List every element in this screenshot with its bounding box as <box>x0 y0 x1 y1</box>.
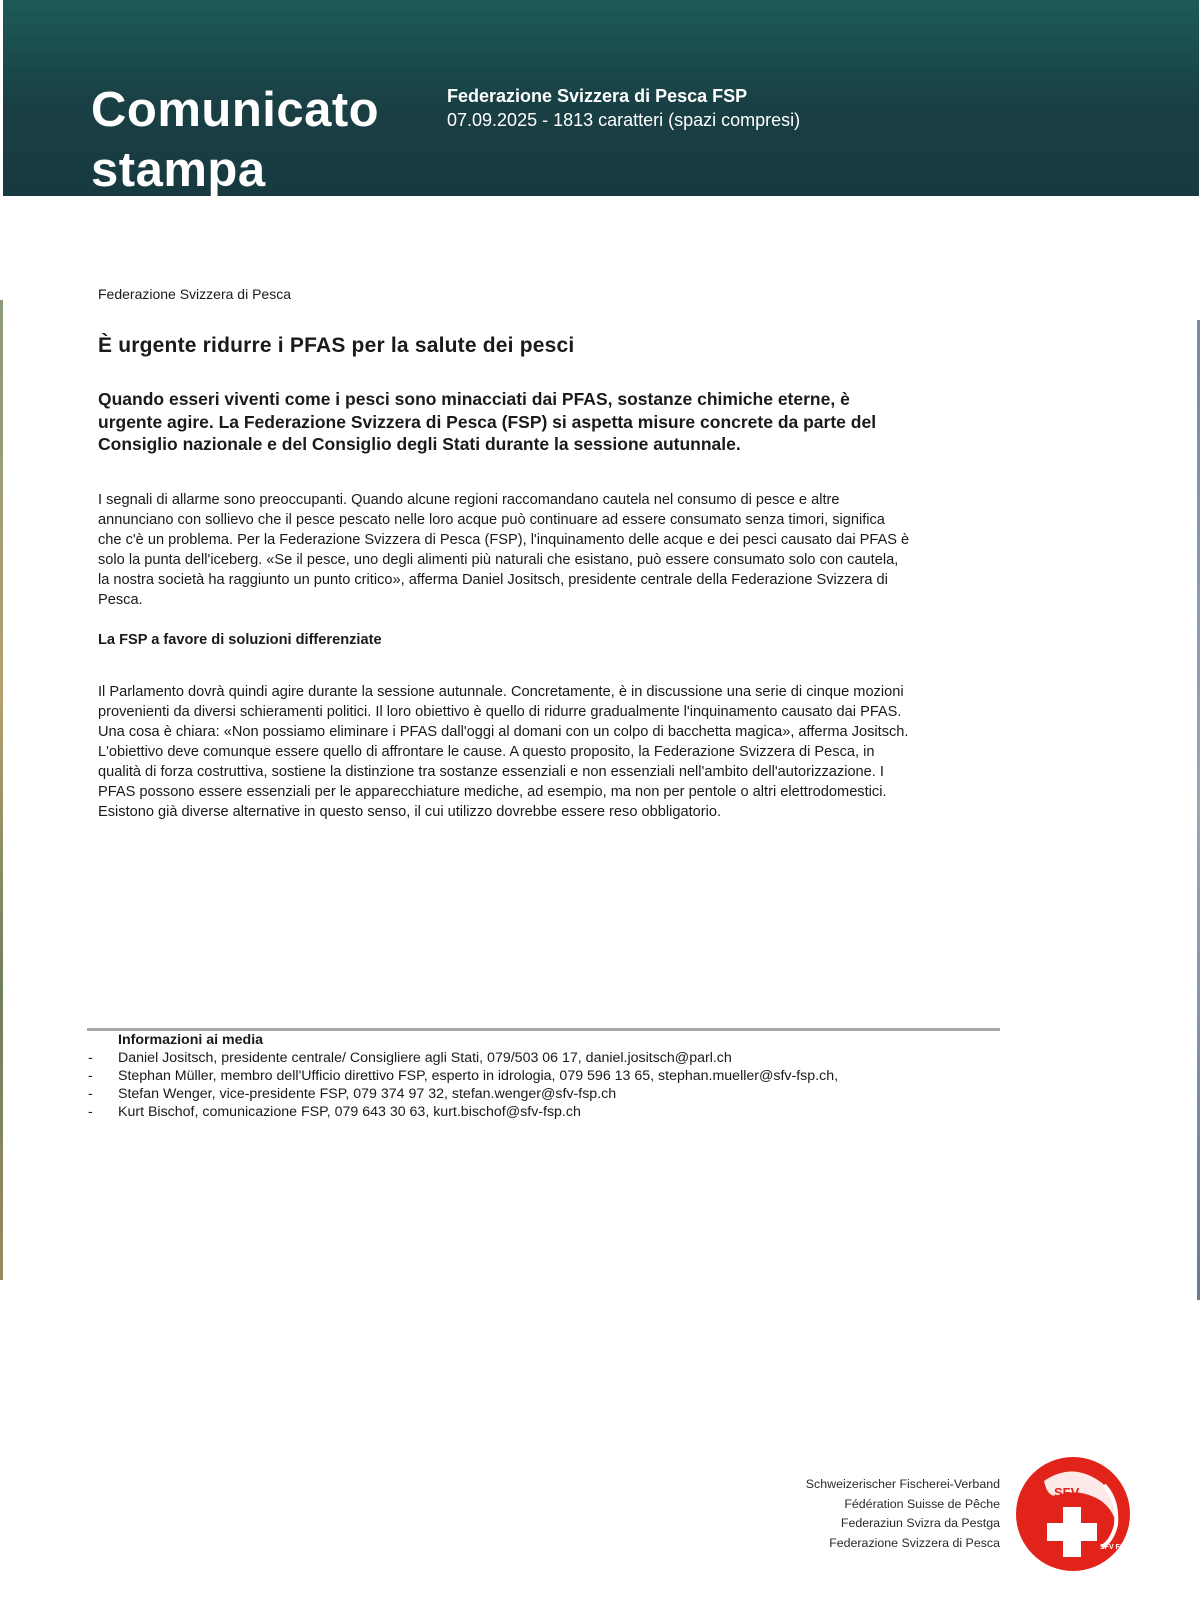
footer-name-de: Schweizerischer Fischerei-Verband <box>805 1477 1000 1491</box>
header-date-info: 07.09.2025 - 1813 caratteri (spazi compresi) <box>447 110 801 130</box>
contact-list <box>88 1049 1008 1121</box>
body-paragraph-2: Il Parlamento dovrà quindi agire durante la sessione autunnale. Concretamente, è in discussione una serie di cinque mozioni provenienti da diversi schieramenti politici. Il loro obiettivo è quello di ridurre gradualmente l'inquinamento causato dai PFAS. Una cosa è chiara: «Non possiamo eliminare i PFAS dall'oggi al domani con un colpo di bacchetta magica», afferma Jositsch. L'obiettivo deve comunque essere quello di affrontare le cause. A questo proposito, la Federazione Svizzera di Pesca, in qualità di forza costruttiva, sostiene la distinzione tra sostanze essenziali e non essenziali nell'ambito dell'autorizzazione. I PFAS possono essere essenziali per le apparecchiature mediche, ad esempio, ma non per pentole o altri elettrodomestici. Esistono già diverse alternative in questo senso, il cui utilizzo dovrebbe essere reso obbligatorio. <box>98 683 909 820</box>
footer-name-fr: Fédération Suisse de Pêche <box>844 1496 1000 1511</box>
page-title: Comunicato stampa <box>91 83 380 197</box>
left-edge-strip <box>0 300 3 1280</box>
media-divider <box>87 1028 1000 1031</box>
body-paragraph-1: I segnali di allarme sono preoccupanti. Quando alcune regioni raccomandano cautela nel consumo di pesce e altre annunciano con sollievo che il pesce pescato nelle loro acque può continuare ad essere consumato senza timori, significa che c'è un problema. Per la Federazione Svizzera di Pesca (FSP), l'inquinamento delle acque e dei pesci causato dai PFAS è solo la punta dell'iceberg. «Se il pesce, uno degli alimenti più naturali che esistano, può essere consumato solo con cautela, la nostra società ha raggiunto un punto critico», afferma Daniel Jositsch, presidente centrale della Federazione Svizzera di Pesca. <box>98 491 910 608</box>
header-organization: Federazione Svizzera di Pesca FSP <box>447 86 748 106</box>
media-heading: Informazioni ai media <box>118 1032 264 1048</box>
footer-organization-names <box>806 1475 1000 1553</box>
page-header <box>3 0 1199 196</box>
document-body <box>98 286 910 822</box>
swiss-cross-horizontal <box>1047 1523 1097 1541</box>
section-subheading: La FSP a favore di soluzioni differenziate <box>98 631 382 648</box>
contact-item: - Stephan Müller, membro dell'Ufficio direttivo FSP, esperto in idrologia, 079 596 13 65, stephan.mueller@sfv-fsp.ch, <box>88 1067 1008 1085</box>
organization-line: Federazione Svizzera di Pesca <box>98 286 291 302</box>
logo-lettering: SFV <box>1054 1485 1080 1500</box>
logo-small-lettering: SFV FSP <box>1100 1544 1130 1551</box>
media-contacts <box>88 1032 1008 1121</box>
federation-logo <box>1014 1455 1132 1573</box>
header-meta <box>447 84 800 132</box>
footer-name-it: Federazione Svizzera di Pesca <box>829 1535 1000 1550</box>
document-title: È urgente ridurre i PFAS per la salute dei pesci <box>98 334 575 357</box>
contact-item: - Stefan Wenger, vice-presidente FSP, 079 374 97 32, stefan.wenger@sfv-fsp.ch <box>88 1085 1008 1103</box>
footer-name-rm: Federaziun Svizra da Pestga <box>840 1516 1000 1530</box>
contact-item: - Daniel Jositsch, presidente centrale/ Consigliere agli Stati, 079/503 06 17, daniel.jositsch@parl.ch <box>88 1049 1008 1067</box>
lead-paragraph: Quando esseri viventi come i pesci sono minacciati dai PFAS, sostanze chimiche eterne, è urgente agire. La Federazione Svizzera di Pesca (FSP) si aspetta misure concrete da parte del Consiglio nazionale e del Consiglio degli Stati durante la sessione autunnale. <box>98 389 877 454</box>
contact-item: - Kurt Bischof, comunicazione FSP, 079 643 30 63, kurt.bischof@sfv-fsp.ch <box>88 1103 1008 1121</box>
